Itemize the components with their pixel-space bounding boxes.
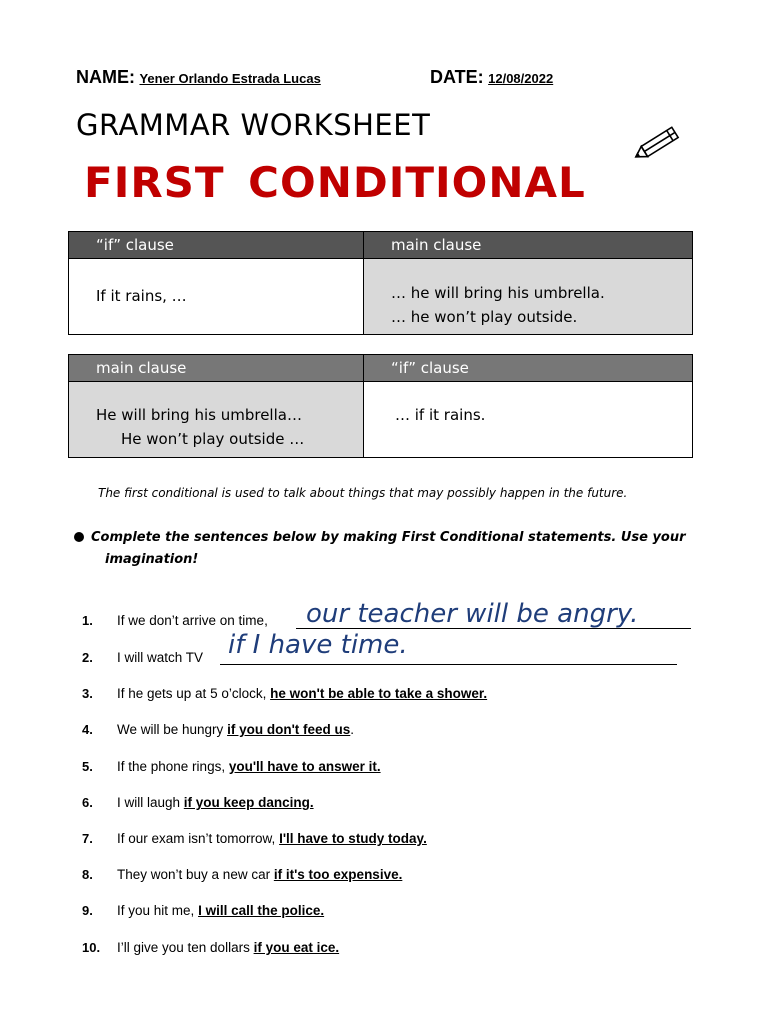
- bullet-icon: [74, 532, 84, 542]
- exercise-sentence: I will laugh if you keep dancing.: [117, 795, 314, 810]
- typed-answer: you'll have to answer it.: [228, 759, 381, 774]
- handwritten-answer: if I have time.: [228, 630, 408, 660]
- exercise-sentence: If he gets up at 5 o’clock, he won't be able to take a shower.: [117, 686, 488, 701]
- item-prompt: I will watch TV: [117, 650, 204, 665]
- typed-answer: I will call the police.: [198, 903, 325, 918]
- item-prompt: If we don’t arrive on time,: [117, 613, 268, 628]
- exercise-sentence: I’ll give you ten dollars if you eat ice.: [117, 940, 340, 955]
- exercise-sentence: If you hit me, I will call the police.: [117, 903, 325, 918]
- item-number: 10.: [82, 940, 101, 955]
- table-cell-if: If it rains, …: [69, 259, 364, 335]
- table-header: main clause: [364, 232, 693, 259]
- table-main-first: [68, 354, 693, 458]
- exercise-sentence: If our exam isn’t tomorrow, I'll have to study today.: [117, 831, 427, 846]
- intro-text: The first conditional is used to talk about things that may possibly happen in the future.: [98, 486, 628, 500]
- item-number: 2.: [82, 650, 93, 665]
- item-number: 7.: [82, 831, 93, 846]
- typed-answer: he won't be able to take a shower.: [270, 686, 488, 701]
- table-cell-main: He will bring his umbrella… He won’t play outside …: [69, 382, 364, 458]
- typed-answer: if it's too expensive.: [273, 867, 403, 882]
- table-cell-if: … if it rains.: [364, 382, 693, 458]
- instructions-line-1: Complete the sentences below by making First Conditional statements. Use your: [91, 530, 686, 545]
- page-title: GRAMMAR WORKSHEET: [76, 108, 431, 142]
- exercise-sentence: They won’t buy a new car if it's too expensive.: [117, 867, 403, 882]
- table-header: “if” clause: [69, 232, 364, 259]
- typed-answer: if you keep dancing.: [183, 795, 314, 810]
- item-number: 3.: [82, 686, 93, 701]
- table-header: main clause: [69, 355, 364, 382]
- date-value: 12/08/2022: [488, 71, 554, 86]
- exercise-sentence: If the phone rings, you'll have to answer it.: [117, 759, 381, 774]
- item-number: 4.: [82, 722, 93, 737]
- answer-line: [220, 664, 677, 665]
- item-number: 5.: [82, 759, 93, 774]
- handwritten-answer: our teacher will be angry.: [306, 599, 639, 629]
- date-label: DATE:: [430, 67, 484, 87]
- instructions-line-2: imagination!: [105, 552, 199, 567]
- typed-answer: I'll have to study today.: [279, 831, 427, 846]
- table-header: “if” clause: [364, 355, 693, 382]
- pencil-icon: [630, 122, 686, 169]
- typed-answer: if you don't feed us: [227, 722, 351, 737]
- exercise-sentence: We will be hungry if you don't feed us.: [117, 722, 355, 737]
- name-label: NAME:: [76, 67, 135, 87]
- table-cell-main: … he will bring his umbrella. … he won’t play outside.: [364, 259, 693, 335]
- item-number: 1.: [82, 613, 93, 628]
- date-row: [430, 67, 553, 88]
- page-subtitle: FIRST CONDITIONAL: [84, 158, 586, 207]
- item-number: 9.: [82, 903, 93, 918]
- item-number: 6.: [82, 795, 93, 810]
- table-if-first: [68, 231, 693, 335]
- name-row: [76, 67, 321, 88]
- typed-answer: if you eat ice.: [253, 940, 340, 955]
- name-value: Yener Orlando Estrada Lucas: [139, 71, 321, 86]
- item-number: 8.: [82, 867, 93, 882]
